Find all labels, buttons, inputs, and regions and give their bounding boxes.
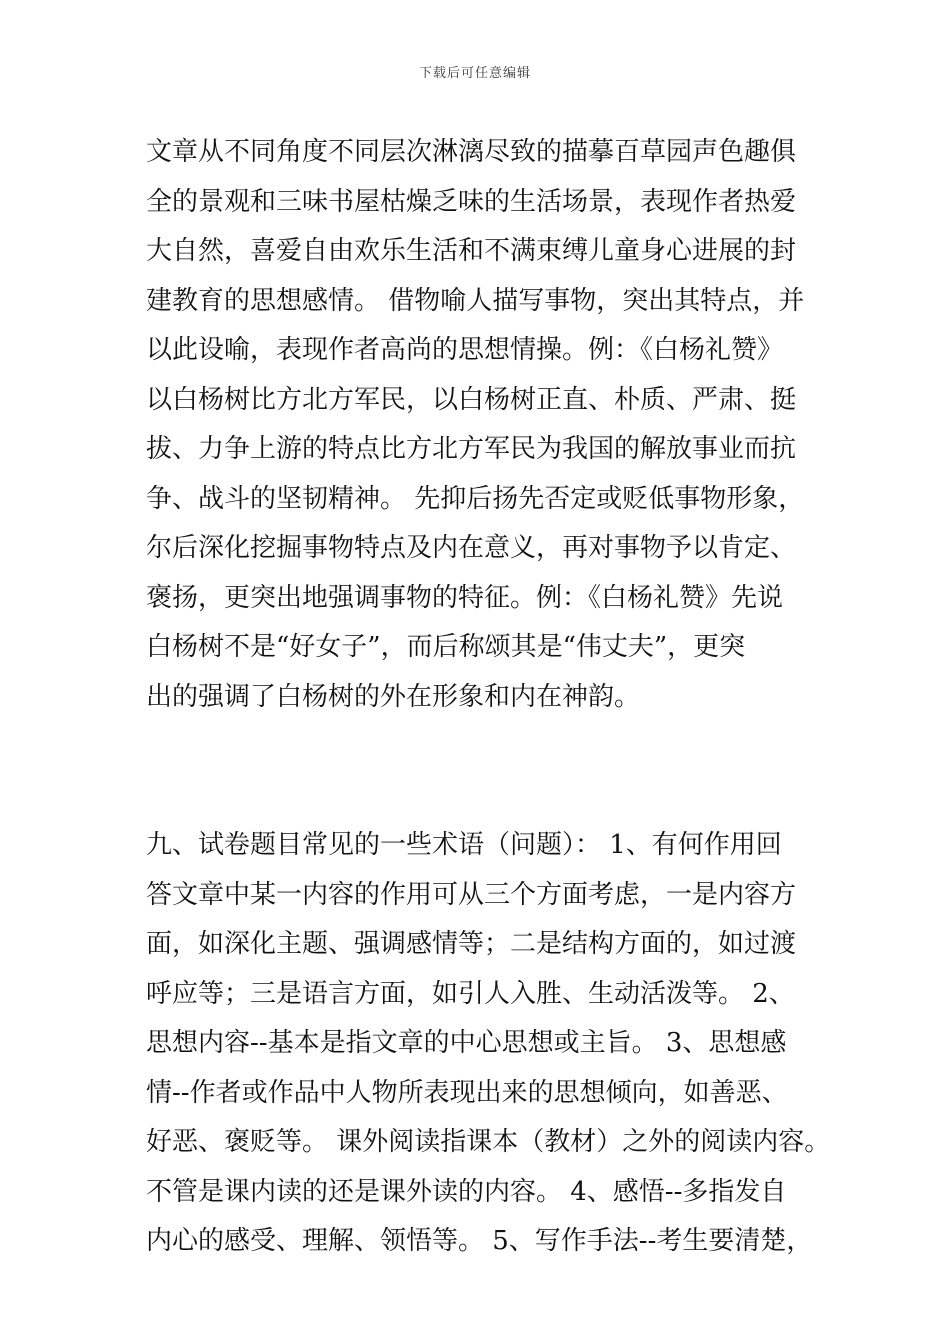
text-line: 全的景观和三味书屋枯燥乏味的生活场景，表现作者热爱 [146,186,797,217]
text-line: 以白杨树比方北方军民，以白杨树正直、朴质、严肃、挺 [146,384,797,415]
text-line: 拔、力争上游的特点比方北方军民为我国的解放事业而抗 [146,434,797,464]
text-line: 白杨树不是“好女子”，而后称颂其是“伟丈夫”，更突 [146,632,746,662]
paragraph-1 [146,128,826,722]
paragraph-spacer [146,722,826,821]
text-line: 好恶、褒贬等。 课外阅读指课本（教材）之外的阅读内容。 [146,1127,831,1157]
text-line: 九、试卷题目常见的一些术语（问题）： 1、有何作用回 [146,830,782,860]
text-line: 呼应等；三是语言方面，如引人入胜、生动活泼等。 2、 [146,978,795,1009]
text-line: 出的强调了白杨树的外在形象和内在神韵。 [146,681,641,712]
document-body [146,128,831,1267]
text-line: 内心的感受、理解、领悟等。 5、写作手法--考生要清楚， [146,1226,813,1256]
text-line: 情--作者或作品中人物所表现出来的思想倾向，如善恶、 [146,1077,788,1108]
text-line: 答文章中某一内容的作用可从三个方面考虑，一是内容方 [146,879,797,910]
text-line: 尔后深化挖掘事物特点及内在意义，再对事物予以肯定、 [146,533,797,563]
text-line: 思想内容--基本是指文章的中心思想或主旨。 3、思想感 [146,1028,787,1058]
paragraph-2 [146,821,831,1267]
page-header: 下载后可任意编辑 [418,66,531,81]
text-line: 不管是课内读的还是课外读的内容。 4、感悟--多指发自 [146,1176,787,1207]
text-line: 以此设喻，表现作者高尚的思想情操。例：《白杨礼赞》 [146,335,784,365]
text-line: 大自然，喜爱自由欢乐生活和不满束缚儿童身心进展的封 [146,236,797,266]
text-line: 面，如深化主题、强调感情等；二是结构方面的，如过渡 [146,929,797,959]
text-line: 褒扬，更突出地强调事物的特征。例：《白杨礼赞》先说 [146,582,784,613]
text-line: 建教育的思想感情。 借物喻人描写事物，突出其特点，并 [146,285,805,316]
text-line: 争、战斗的坚韧精神。 先抑后扬先否定或贬低事物形象， [146,483,805,514]
text-line: 文章从不同角度不同层次淋漓尽致的描摹百草园声色趣俱 [146,137,797,167]
